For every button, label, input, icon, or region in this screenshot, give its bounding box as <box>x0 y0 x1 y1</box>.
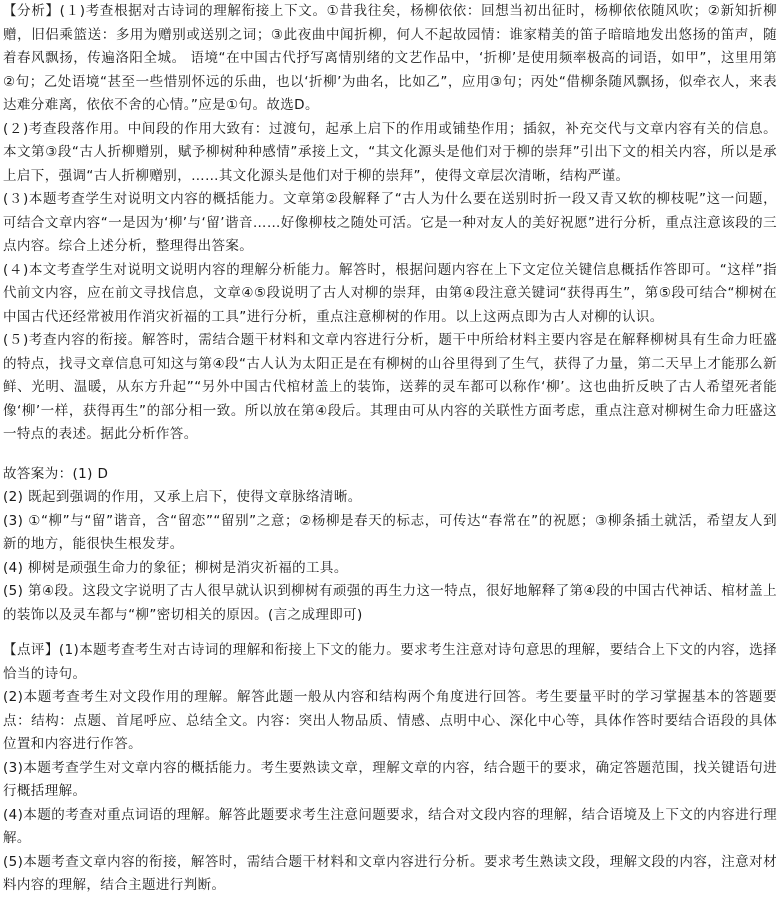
analysis-paragraph-4: (４)本文考查学生对说明文说明内容的理解分析能力。解答时，根据问题内容在上下文定位关键信息概括作答即可。“这样”指代前文内容，应在前文寻找信息，文章④⑤段说明了古人对柳的崇拜，由第④段注意关键词“获得再生”，第⑤段可结合“柳树在中国古代还经常被用作消灾祈福的工具”进行分析，重点注意柳树的作用。以上这两点即为古人对柳的认识。 <box>3 261 777 325</box>
analysis-paragraph-5: (５)考查内容的衔接。解答时，需结合题干材料和文章内容进行分析，题干中所给材料主要内容是在解释柳树具有生命力旺盛的特点，找寻文章信息可知这与第④段“古人认为太阳正是在有柳树的山谷里得到了生气，获得了力量，第二天早上才能那么新鲜、光明、温暖，从东方升起”“另外中国古代棺材盖上的装饰，送葬的灵车都可以称作‘柳’。这也曲折反映了古人希望死者能像‘柳’一样，获得再生”的部分相一致。所以放在第④段后。其理由可从内容的关联性方面考虑，重点注意对柳树生命力旺盛这一特点的表述。据此分析作答。 <box>3 332 777 442</box>
answer-5: (5) 第④段。这段文字说明了古人很早就认识到柳树有顽强的再生力这一特点，很好地解释了第④段的中国古代神话、棺材盖上的装饰以及灵车都与“柳”密切相关的原因。(言之成理即可) <box>3 583 777 623</box>
analysis-paragraph-2: (２)考查段落作用。中间段的作用大致有：过渡句，起承上启下的作用或铺垫作用；插叙，补充交代与文章内容有关的信息。本文第③段“古人折柳赠别，赋予柳树种种感情”承接上文，“其文化源头是他们对于柳的崇拜”引出下文的相关内容，所以是承上启下，强调“古人折柳赠别，……其文化源头是他们对于柳的崇拜”，使得文章层次清晰，结构严谨。 <box>3 120 777 184</box>
comment-4: (4)本题的考查对重点词语的理解。解答此题要求考生注意问题要求，结合对文段内容的理解，结合语境及上下文的内容进行理解。 <box>3 806 777 846</box>
section-spacer <box>3 447 777 463</box>
answer-3: (3) ①“柳”与“留”谐音，含“留恋”“留别”之意；②杨柳是春天的标志，可传达“春常在”的祝愿；③柳条插土就活，希望友人到新的地方，能很快生根发芽。 <box>3 512 777 552</box>
answer-1: 故答案为：(1) D <box>3 465 109 482</box>
comment-1: 【点评】(1)本题考查考生对古诗词的理解和衔接上下文的能力。要求考生注意对诗句意思的理解，要结合上下文的内容，选择恰当的诗句。 <box>3 642 777 682</box>
analysis-paragraph-1: 【分析】(１)考查根据对古诗词的理解衔接上下文。①昔我往矣，杨柳依依：回想当初出征时，杨柳依依随风吹；②新知折柳赠，旧侣乘篮送：多用为赠别或送别之词；③此夜曲中闻折柳，何人不起故园情：谁家精美的笛子暗暗地发出悠扬的笛声，随着春风飘扬，传遍洛阳全城。 语境“在中国古代抒写离情别绪的文艺作品中，‘折柳’是使用频率极高的词语，如甲”，这里用第②句；乙处语境“甚至一些惜别怀远的乐曲，也以‘折柳’为曲名，比如乙”，应用③句；丙处“借柳条随风飘扬，似牵衣人，来表达难分难离，依依不舍的心情。”应是①句。故选D。 <box>3 3 777 113</box>
section-spacer <box>3 627 777 639</box>
answer-4: (4) 柳树是顽强生命力的象征；柳树是消灾祈福的工具。 <box>3 559 348 576</box>
answer-2: (2) 既起到强调的作用，又承上启下，使得文章脉络清晰。 <box>3 489 362 505</box>
comments-section <box>3 639 777 898</box>
answer-explanation-document <box>3 0 777 898</box>
comment-2: (2)本题考查考生对文段作用的理解。解答此题一般从内容和结构两个角度进行回答。考生要量平时的学习掌握基本的答题要点：结构：点题、首尾呼应、总结全文。内容：突出人物品质、情感、点明中心、深化中心等，具体作答时要结合语段的具体位置和内容进行作答。 <box>3 689 777 752</box>
analysis-section <box>3 0 777 447</box>
comment-5: (5)本题考查文章内容的衔接，解答时，需结合题干材料和文章内容进行分析。要求考生熟读文段，理解文段的内容，注意对材料内容的理解，结合主题进行判断。 <box>3 853 777 893</box>
analysis-paragraph-3: (３)本题考查学生对说明文内容的概括能力。文章第②段解释了“古人为什么要在送别时折一段又青又软的柳枝呢”这一问题，可结合文章内容“一是因为‘柳’与‘留’谐音……好像柳枝之随处可活。它是一种对友人的美好祝愿”进行分析，重点注意该段的三点内容。综合上述分析，整理得出答案。 <box>3 191 777 254</box>
comment-3: (3)本题考查学生对文章内容的概括能力。考生要熟读文章，理解文章的内容，结合题干的要求，确定答题范围，找关键语句进行概括理解。 <box>3 759 777 799</box>
answers-section <box>3 463 777 628</box>
